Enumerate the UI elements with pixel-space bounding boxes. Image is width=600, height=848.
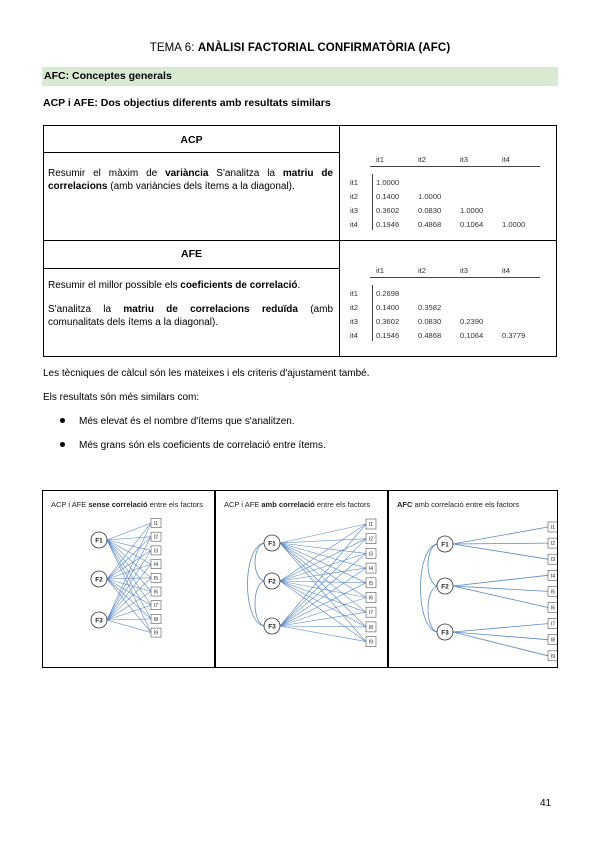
factor-label: F1: [441, 541, 449, 549]
matrix-cell: 0.3779: [502, 331, 526, 340]
page-title: TEMA 6: ANÀLISI FACTORIAL CONFIRMATÒRIA (AFC): [149, 42, 451, 54]
table-divider-vertical: [339, 126, 340, 356]
matrix-cell: 0.4868: [418, 220, 442, 229]
matrix-row-header: it1: [350, 289, 359, 298]
correlation-arc: [255, 581, 264, 626]
item-label: I6: [153, 589, 159, 596]
item-label: I5: [368, 580, 374, 587]
item-label: I4: [153, 562, 159, 569]
matrix-cell: 0.1064: [460, 220, 484, 229]
matrix-cell: 1.0000: [502, 220, 526, 229]
item-label: I9: [368, 639, 374, 646]
item-label: I5: [550, 589, 556, 596]
correlation-arc: [255, 543, 264, 581]
matrix-cell: 0.3582: [418, 303, 442, 312]
matrix-row-header: it2: [350, 192, 359, 201]
item-label: I3: [550, 557, 556, 564]
factor-label: F3: [441, 629, 449, 637]
path-edge: [453, 586, 548, 608]
comparison-table: [43, 125, 557, 357]
matrix-cell: 0.0830: [418, 206, 442, 215]
path-edge: [280, 626, 366, 642]
matrix-cell: 0.1946: [376, 220, 400, 229]
item-label: I6: [368, 595, 374, 602]
matrix-row-header: it4: [350, 331, 359, 340]
item-label: I1: [550, 525, 556, 531]
afe-description-1: Resumir el millor possible els coeficients de correlació.: [48, 280, 301, 291]
matrix-cell: 0.4868: [418, 331, 442, 340]
panel-title: ACP i AFE amb correlació entre els factors: [224, 500, 371, 509]
matrix-row-header: it3: [350, 317, 359, 326]
path-edge: [280, 581, 366, 612]
matrix-rule: [370, 166, 540, 167]
matrix-row-header: it3: [350, 206, 359, 215]
item-label: I3: [153, 548, 159, 555]
matrix-cell: 1.0000: [460, 206, 484, 215]
item-label: I7: [550, 621, 556, 628]
item-label: I7: [153, 603, 159, 610]
matrix-col-header: it4: [502, 266, 511, 275]
list-item: Més grans són els coeficients de correlació entre ítems.: [60, 440, 326, 451]
matrix-row-header: it4: [350, 220, 359, 229]
factor-label: F1: [95, 537, 103, 545]
bullet-icon: [60, 418, 65, 423]
panel-title: ACP i AFE sense correlació entre els factors: [51, 500, 204, 509]
diagram-svg: [43, 491, 214, 667]
path-edge: [107, 620, 151, 633]
acp-header: ACP: [180, 134, 203, 146]
page-number: 41: [540, 798, 552, 809]
diagram-svg: [216, 491, 387, 667]
item-label: I7: [368, 610, 374, 617]
matrix-cell: 0.1946: [376, 331, 400, 340]
matrix-col-header: it4: [502, 155, 511, 164]
acp-correlation-matrix: [344, 152, 554, 236]
matrix-row-header: it1: [350, 178, 359, 187]
item-label: I9: [550, 653, 556, 660]
matrix-col-header: it2: [418, 266, 427, 275]
item-label: I8: [550, 637, 556, 644]
matrix-cell: 0.1400: [376, 192, 400, 201]
item-label: I1: [153, 521, 159, 527]
matrix-cell: 0.3602: [376, 317, 400, 326]
afe-description-2: S'analitza la matriu de correlacions reduïda (amb comunalitats dels ítems a la diagonal).: [48, 304, 334, 328]
table-divider: [44, 240, 556, 241]
afe-header: AFE: [181, 248, 202, 260]
path-edge: [453, 624, 548, 632]
path-edge: [280, 524, 366, 581]
factor-label: F2: [268, 578, 276, 586]
matrix-cell: 0.2390: [460, 317, 484, 326]
matrix-cell: 0.3602: [376, 206, 400, 215]
matrix-col-header: it1: [376, 155, 385, 164]
item-label: I4: [550, 573, 556, 580]
matrix-col-header: it1: [376, 266, 385, 275]
afe-correlation-matrix: [344, 263, 554, 347]
item-label: I5: [153, 575, 159, 582]
matrix-rule: [370, 277, 540, 278]
matrix-rule: [372, 285, 373, 341]
factor-label: F3: [95, 617, 103, 625]
item-label: I6: [550, 605, 556, 612]
panel-no-correlation: [43, 491, 214, 667]
matrix-col-header: it2: [418, 155, 427, 164]
factor-label: F2: [441, 583, 449, 591]
bullet-icon: [60, 442, 65, 447]
paragraph: Els resultats són més similars com:: [43, 392, 200, 403]
path-edge: [107, 550, 151, 579]
matrix-cell: 0.1064: [460, 331, 484, 340]
matrix-cell: 0.1400: [376, 303, 400, 312]
path-edge: [280, 553, 366, 626]
path-edge: [453, 543, 548, 544]
item-label: I9: [153, 630, 159, 637]
item-label: I2: [153, 534, 159, 541]
subheading: ACP i AFE: Dos objectius diferents amb resultats similars: [43, 97, 331, 109]
matrix-cell: 0.0830: [418, 317, 442, 326]
matrix-col-header: it3: [460, 266, 469, 275]
factor-label: F2: [95, 576, 103, 584]
list-item: Més elevat és el nombre d'ítems que s'analitzen.: [60, 416, 295, 427]
panel-afc: [389, 491, 557, 667]
factor-label: F3: [268, 623, 276, 631]
path-edge: [280, 524, 366, 543]
item-label: I3: [368, 551, 374, 558]
table-divider: [44, 152, 339, 153]
matrix-rule: [372, 174, 373, 230]
section-heading: AFC: Conceptes generals: [42, 67, 558, 86]
panel-with-correlation: [216, 491, 387, 667]
item-label: I1: [368, 522, 374, 528]
correlation-arc: [428, 544, 437, 586]
path-edge: [107, 578, 151, 620]
matrix-cell: 1.0000: [418, 192, 442, 201]
item-label: I4: [368, 566, 374, 573]
item-label: I2: [550, 541, 556, 548]
path-edge: [107, 540, 151, 633]
path-edge: [280, 598, 366, 627]
item-label: I2: [368, 536, 374, 543]
matrix-col-header: it3: [460, 155, 469, 164]
diagram-svg: [389, 491, 557, 667]
acp-description: Resumir el màxim de variància S'analitza la matriu de correlacions (amb variàncies dels ítems a la diagonal).: [48, 168, 333, 192]
path-edge: [280, 612, 366, 626]
factor-label: F1: [268, 540, 276, 548]
path-edge: [280, 581, 366, 627]
path-edge: [453, 575, 548, 586]
panel-title: AFC amb correlació entre els factors: [397, 500, 520, 509]
table-divider: [44, 268, 339, 269]
matrix-cell: 0.2698: [376, 289, 400, 298]
item-label: I8: [153, 616, 159, 623]
path-edge: [280, 524, 366, 626]
matrix-row-header: it2: [350, 303, 359, 312]
path-edge: [453, 586, 548, 591]
path-edge: [107, 619, 151, 620]
paragraph: Les tècniques de càlcul són les mateixes i els criteris d'ajustament també.: [43, 368, 370, 379]
path-edge: [453, 527, 548, 544]
item-label: I8: [368, 624, 374, 631]
path-edge: [453, 544, 548, 559]
matrix-cell: 1.0000: [376, 178, 400, 187]
correlation-arc: [428, 586, 437, 632]
factor-diagram-figure: [42, 490, 558, 668]
